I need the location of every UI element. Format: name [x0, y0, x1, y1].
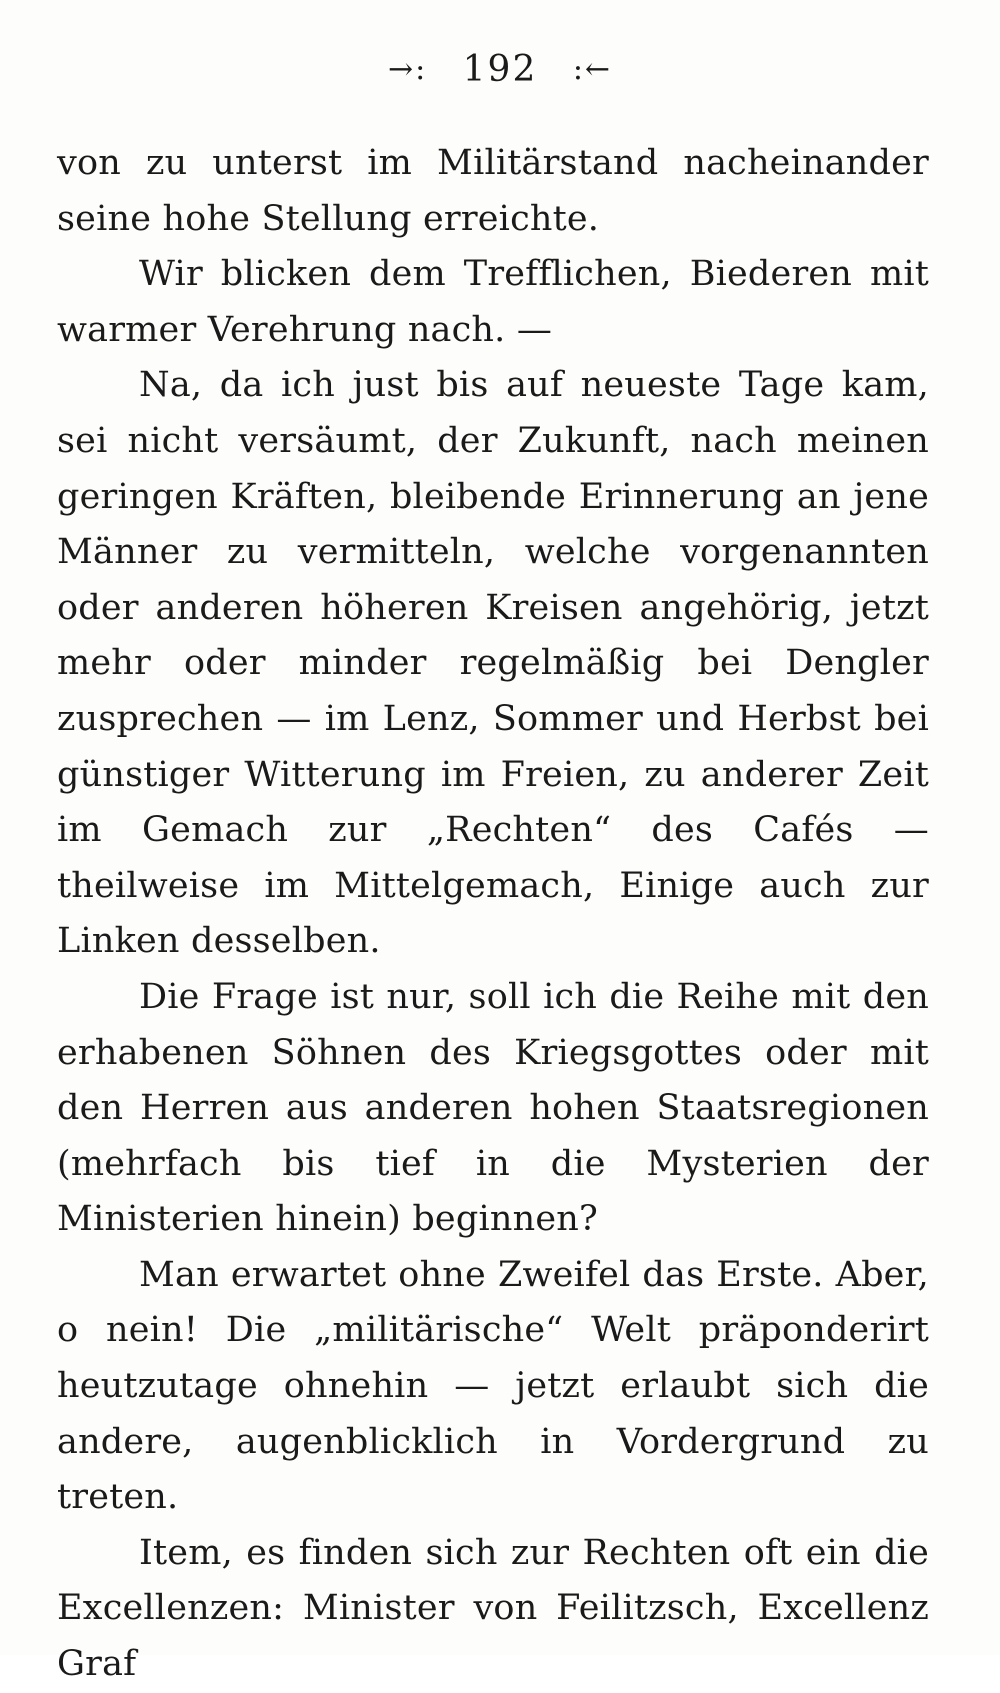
paragraph: Na, da ich just bis auf neueste Tage kam, sei nicht versäumt, der Zukunft, nach meinen geringen Kräften, bleibende Erinnerung an jene Männer zu vermitteln, welche vorgenannten oder anderen höheren Kreisen angehörig, jetzt mehr oder minder regelmäßig bei Dengler zusprechen — im Lenz, Sommer und Herbst bei günstiger Witterung im Freien, zu anderer Zeit im Gemach zur „Rechten“ des Cafés — theilweise im Mittelgemach, Einige auch zur Linken desselben. [57, 365, 929, 962]
paragraph: Die Frage ist nur, soll ich die Reihe mit den erhabenen Söhnen des Kriegsgottes oder mit den Herren aus anderen hohen Staatsregionen (mehrfach bis tief in die Mysterien der Ministerien hinein) beginnen? [57, 976, 929, 1240]
right-ornament-icon: :← [572, 51, 613, 87]
left-ornament-icon: →: [387, 51, 428, 87]
paragraph: Wir blicken dem Trefflichen, Biederen mit warmer Verehrung nach. — [57, 254, 929, 350]
page-number: 192 [462, 48, 538, 90]
page-header [0, 46, 1000, 90]
paragraph: Man erwartet ohne Zweifel das Erste. Aber, o nein! Die „militärische“ Welt präponderirt heutzutage ohnehin — jetzt erlaubt sich die andere, augenblicklich in Vordergrund zu treten. [57, 1254, 929, 1518]
paragraph-continuation: von zu unterst im Militärstand nacheinander seine hohe Stellung erreichte. [57, 143, 929, 239]
paragraph: Item, es finden sich zur Rechten oft ein die Excellenzen: Minister von Feilitzsch, Excellenz Graf [57, 1532, 929, 1685]
body-text [57, 136, 929, 1693]
